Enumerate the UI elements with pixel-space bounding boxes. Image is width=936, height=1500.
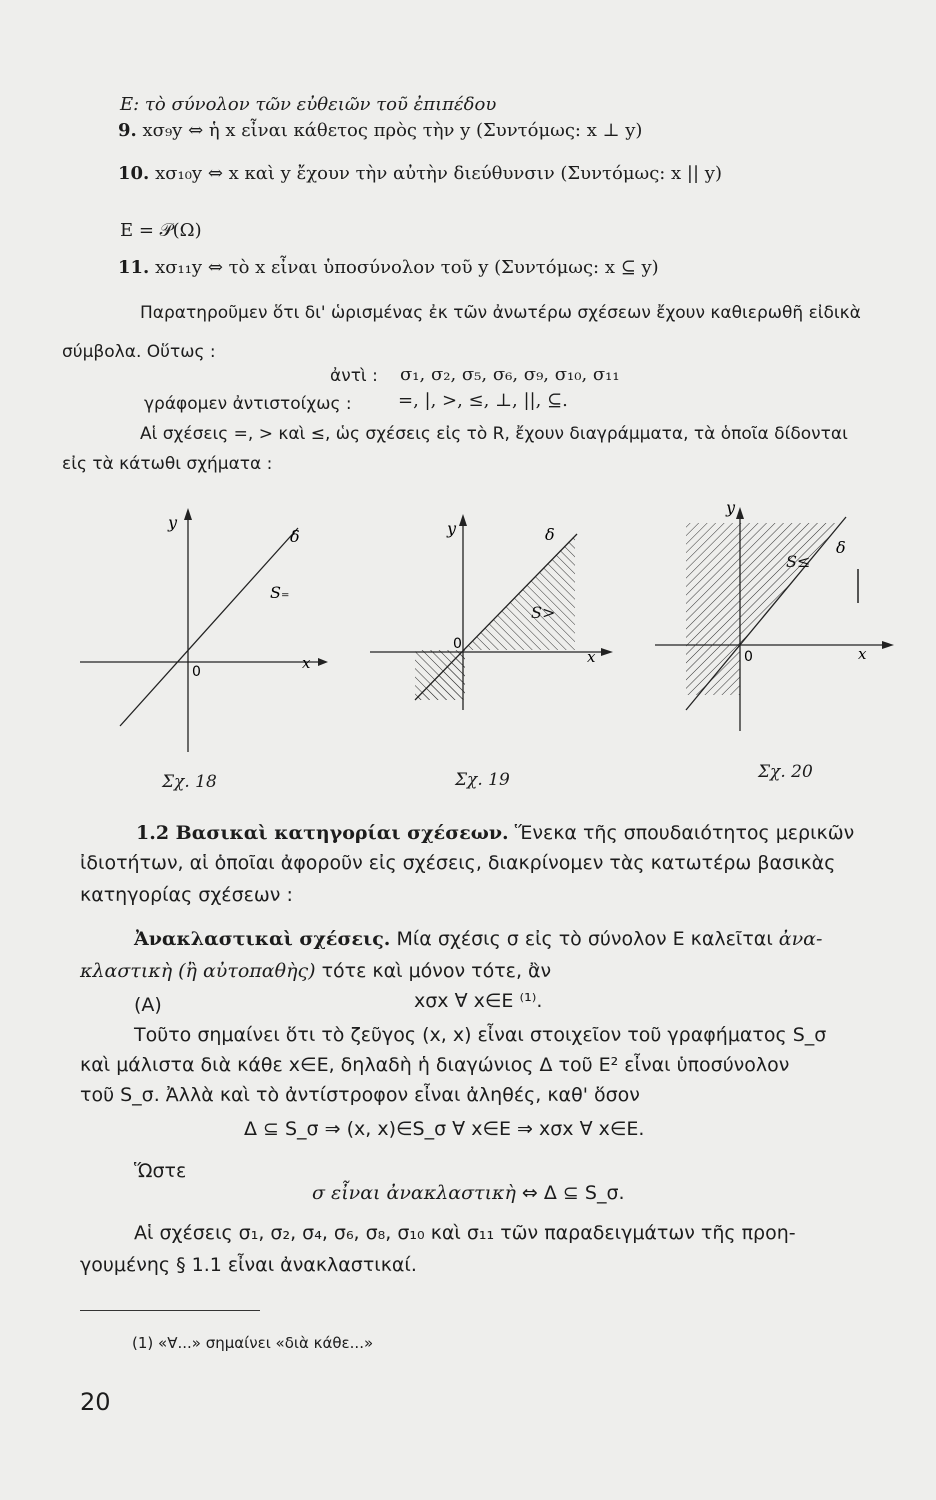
item-number: 9. (118, 120, 137, 141)
hoste-word: Ὥστε (134, 1160, 187, 1182)
line-item-11 (118, 257, 659, 278)
delta-label: δ (836, 538, 846, 557)
region-label: S≤ (786, 552, 811, 571)
y-label: y (447, 519, 457, 538)
figure-19-diagram (365, 500, 625, 760)
y-axis-arrow (184, 508, 192, 520)
equation-a: xσx ∀ x∈E ⁽¹⁾. (414, 990, 543, 1012)
item-text: xσ₁₁y ⇔ τὸ x εἶναι ὑποσύνολον τοῦ y (Συντόμως: x ⊆ y) (155, 257, 659, 278)
symbols-instead-label: ἀντὶ : (330, 366, 378, 386)
paragraph-examples-cont: γουμένης § 1.1 εἶναι ἀνακλαστικαί. (80, 1254, 417, 1276)
reflexive-definition-cont (80, 960, 551, 982)
reflexive-heading: Ἀνακλαστικαὶ σχέσεις. (134, 928, 391, 950)
region-label: S₌ (270, 583, 290, 602)
x-axis-arrow (318, 658, 328, 666)
footnote: (1) «∀...» σημαίνει «διὰ κάθε...» (132, 1334, 374, 1352)
figure-20-caption: Σχ. 20 (758, 762, 813, 782)
figure-18-diagram (80, 490, 340, 760)
paragraph-meaning-cont: καὶ μάλιστα διὰ κάθε x∈E, δηλαδὴ ἡ διαγώνιος Δ τοῦ E² εἶναι ὑποσύνολον (80, 1054, 790, 1076)
footnote-rule (80, 1310, 260, 1311)
symbols-replacement-list: =, |, >, ≤, ⊥, ||, ⊆. (398, 390, 568, 411)
x-label: x (858, 645, 867, 663)
delta-label: δ (290, 527, 300, 546)
diagonal-line (120, 528, 298, 726)
paragraph-observe: Παρατηροῦμεν ὅτι δι' ὡρισμένας ἐκ τῶν ἀνωτέρω σχέσεων ἔχουν καθιερωθῆ εἰδικὰ (140, 303, 861, 323)
equation-a-label: (A) (134, 994, 162, 1016)
paragraph-examples: Αἱ σχέσεις σ₁, σ₂, σ₄, σ₆, σ₈, σ₁₀ καὶ σ₁₁ τῶν παραδειγμάτων τῆς προη- (134, 1222, 796, 1244)
paragraph-meaning: Τοῦτο σημαίνει ὅτι τὸ ζεῦγος (x, x) εἶναι στοιχεῖον τοῦ γραφήματος S_σ (134, 1024, 827, 1046)
symbols-sigma-list: σ₁, σ₂, σ₅, σ₆, σ₉, σ₁₀, σ₁₁ (400, 364, 620, 385)
section-heading: 1.2 Βασικαὶ κατηγορίαι σχέσεων. (136, 822, 509, 844)
x-label: x (302, 654, 311, 672)
section-heading-line (136, 822, 854, 844)
y-label: y (726, 498, 736, 517)
origin-label: 0 (192, 664, 201, 680)
paragraph-diagrams-cont: εἰς τὰ κάτωθι σχήματα : (62, 454, 273, 474)
y-axis-arrow (736, 507, 744, 519)
item-number: 11. (118, 257, 150, 278)
reflexive-definition-line (134, 928, 822, 950)
section-intro: Ἕνεκα τῆς σπουδαιότητος μερικῶν (514, 822, 855, 844)
section-intro-end: κατηγορίας σχέσεων : (80, 884, 293, 906)
hatched-upper-region (686, 523, 840, 695)
item-text: xσ₁₀y ⇔ x καὶ y ἔχουν τὴν αὐτὴν διεύθυνσιν (Συντόμως: x || y) (155, 163, 722, 184)
x-axis-arrow (601, 648, 613, 656)
line-item-10 (118, 163, 722, 184)
page-number: 20 (80, 1388, 111, 1416)
delta-label: δ (545, 525, 555, 544)
equation-implication: Δ ⊆ S_σ ⇒ (x, x)∈S_σ ∀ x∈E ⇒ xσx ∀ x∈E. (244, 1118, 645, 1140)
x-label: x (587, 648, 596, 666)
origin-label: 0 (453, 636, 462, 652)
eq-sigma: σ (312, 1182, 325, 1204)
reflexive-text: Μία σχέσις σ εἰς τὸ σύνολον Ε καλεῖται (396, 928, 773, 950)
origin-label: 0 (744, 649, 753, 665)
paragraph-meaning-end: τοῦ S_σ. Ἀλλὰ καὶ τὸ ἀντίστροφον εἶναι ἀληθές, καθ' ὅσον (80, 1084, 640, 1106)
eq-is-reflexive: εἶναι ἀνακλαστικὴ (331, 1182, 516, 1204)
reflexive-term-start: ἀνα- (778, 928, 823, 950)
figure-20-diagram (650, 495, 910, 755)
item-text: xσ₉y ⇔ ἡ x εἶναι κάθετος πρὸς τὴν y (Συντόμως: x ⊥ y) (142, 120, 643, 141)
paragraph-observe-cont: σύμβολα. Οὕτως : (62, 342, 216, 362)
figure-18-caption: Σχ. 18 (162, 772, 217, 792)
figure-19-caption: Σχ. 19 (455, 770, 510, 790)
item-number: 10. (118, 163, 150, 184)
region-label: S> (531, 603, 556, 622)
line-set-power: Ε = 𝒫(Ω) (120, 220, 202, 241)
section-intro-cont: ἰδιοτήτων, αἱ ὁποῖαι ἀφοροῦν εἰς σχέσεις, διακρίνομεν τὰς κατωτέρω βασικὰς (80, 852, 836, 874)
eq-equivalence: ⇔ Δ ⊆ S_σ. (521, 1182, 625, 1204)
equation-reflexive-equivalence (312, 1182, 625, 1204)
line-set-e: Ε: τὸ σύνολον τῶν εὐθειῶν τοῦ ἐπιπέδου (120, 94, 497, 115)
symbols-write-label: γράφομεν ἀντιστοίχως : (144, 394, 352, 414)
line-item-9 (118, 120, 642, 141)
y-axis-arrow (459, 514, 467, 526)
reflexive-term-end: κλαστικὴ (ἢ αὐτοπαθὴς) (80, 960, 316, 982)
reflexive-condition: τότε καὶ μόνον τότε, ἂν (321, 960, 552, 982)
x-axis-arrow (882, 641, 894, 649)
y-label: y (168, 513, 178, 532)
paragraph-diagrams: Αἱ σχέσεις =, > καὶ ≤, ὡς σχέσεις εἰς τὸ R, ἔχουν διαγράμματα, τὰ ὁποῖα δίδονται (140, 424, 848, 444)
